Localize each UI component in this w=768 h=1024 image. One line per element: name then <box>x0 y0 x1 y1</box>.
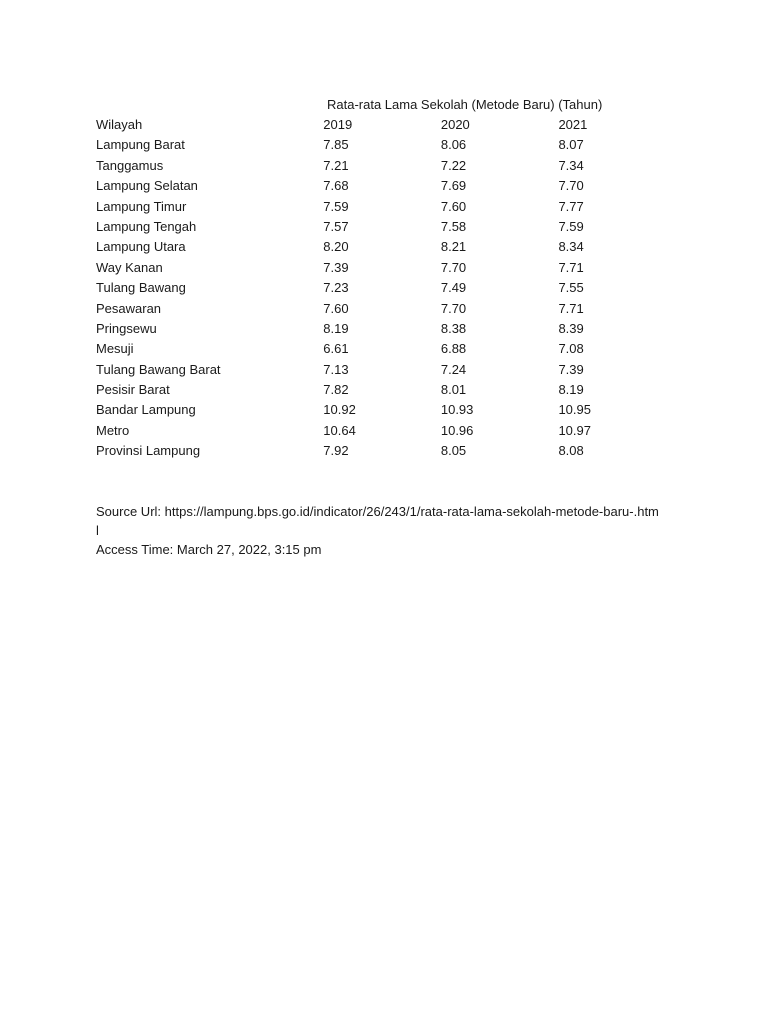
cell-wilayah: Bandar Lampung <box>96 402 196 418</box>
table-group-header <box>96 95 676 115</box>
column-header-2021: 2021 <box>558 117 588 132</box>
cell-2020: 8.01 <box>440 382 467 398</box>
cell-2020: 7.70 <box>440 300 467 316</box>
cell-2019: 7.21 <box>323 157 349 173</box>
table-row <box>96 176 676 196</box>
cell-2019: 8.19 <box>323 320 349 336</box>
cell-2021: 8.08 <box>558 443 584 459</box>
cell-2020: 7.69 <box>440 178 467 194</box>
cell-wilayah: Tanggamus <box>96 157 164 173</box>
cell-2020: 10.93 <box>440 402 474 418</box>
cell-2020: 7.70 <box>440 259 467 275</box>
cell-wilayah: Way Kanan <box>96 259 163 275</box>
cell-2020: 8.06 <box>440 137 467 153</box>
cell-2020: 8.21 <box>440 239 467 255</box>
cell-2021: 7.08 <box>558 341 584 357</box>
table-row <box>96 217 676 237</box>
cell-wilayah: Pesawaran <box>96 300 162 316</box>
table-row <box>96 237 676 257</box>
table-row <box>96 380 676 400</box>
cell-wilayah: Tulang Bawang Barat <box>96 361 221 377</box>
cell-2019: 7.82 <box>323 382 349 398</box>
table-row <box>96 360 676 380</box>
source-url: Source Url: https://lampung.bps.go.id/indicator/26/243/1/rata-rata-lama-sekolah-metode-baru-.html <box>96 503 659 538</box>
cell-2021: 7.39 <box>558 361 584 377</box>
cell-wilayah: Metro <box>96 422 130 438</box>
document-page <box>96 95 676 559</box>
table-row <box>96 441 676 461</box>
cell-2020: 7.49 <box>440 280 467 296</box>
cell-2019: 10.64 <box>323 422 356 438</box>
cell-2021: 7.59 <box>558 218 584 234</box>
cell-2019: 7.85 <box>323 137 349 153</box>
cell-2019: 7.59 <box>323 198 349 214</box>
table-row <box>96 421 676 441</box>
column-header-2019: 2019 <box>323 117 353 132</box>
table-row <box>96 197 676 217</box>
cell-2021: 7.34 <box>558 157 584 173</box>
cell-2020: 8.38 <box>440 320 467 336</box>
table-row <box>96 135 676 155</box>
cell-wilayah: Tulang Bawang <box>96 280 186 296</box>
cell-2019: 7.39 <box>323 259 349 275</box>
access-time: Access Time: March 27, 2022, 3:15 pm <box>96 541 322 557</box>
cell-wilayah: Lampung Utara <box>96 239 186 255</box>
table-header-row <box>96 115 676 135</box>
cell-wilayah: Provinsi Lampung <box>96 443 201 459</box>
group-header-label: Rata-rata Lama Sekolah (Metode Baru) (Tahun) <box>327 97 603 112</box>
cell-2021: 8.39 <box>558 320 584 336</box>
cell-wilayah: Mesuji <box>96 341 134 357</box>
cell-2020: 7.60 <box>440 198 467 214</box>
column-header-2020: 2020 <box>440 117 470 132</box>
cell-2019: 7.60 <box>323 300 349 316</box>
cell-wilayah: Lampung Barat <box>96 137 185 153</box>
cell-2020: 7.58 <box>440 218 467 234</box>
cell-2021: 7.71 <box>558 259 584 275</box>
cell-2020: 7.22 <box>440 157 467 173</box>
cell-2019: 7.23 <box>323 280 349 296</box>
column-header-wilayah: Wilayah <box>96 117 143 132</box>
cell-2019: 8.20 <box>323 239 349 255</box>
cell-2021: 8.19 <box>558 382 584 398</box>
cell-2019: 7.92 <box>323 443 349 459</box>
cell-2021: 8.34 <box>558 239 584 255</box>
table-row <box>96 339 676 359</box>
table-row <box>96 319 676 339</box>
cell-2019: 7.13 <box>323 361 349 377</box>
cell-2021: 10.97 <box>558 422 591 438</box>
cell-2021: 8.07 <box>558 137 584 153</box>
table-row <box>96 278 676 298</box>
cell-2021: 7.71 <box>558 300 584 316</box>
table-body <box>96 135 676 461</box>
cell-2019: 10.92 <box>323 402 356 418</box>
cell-2020: 10.96 <box>440 422 474 438</box>
cell-2021: 7.70 <box>558 178 584 194</box>
cell-2021: 7.55 <box>558 280 584 296</box>
cell-wilayah: Pringsewu <box>96 320 157 336</box>
cell-2020: 7.24 <box>440 361 467 377</box>
cell-wilayah: Pesisir Barat <box>96 382 170 398</box>
table-row <box>96 156 676 176</box>
cell-2019: 7.57 <box>323 218 349 234</box>
table-row <box>96 400 676 420</box>
table-row <box>96 258 676 278</box>
cell-2021: 10.95 <box>558 402 591 418</box>
cell-2021: 7.77 <box>558 198 584 214</box>
cell-wilayah: Lampung Tengah <box>96 218 197 234</box>
table-row <box>96 299 676 319</box>
cell-wilayah: Lampung Timur <box>96 198 187 214</box>
cell-2019: 6.61 <box>323 341 349 357</box>
cell-2020: 6.88 <box>440 341 467 357</box>
cell-2019: 7.68 <box>323 178 349 194</box>
cell-2020: 8.05 <box>440 443 467 459</box>
cell-wilayah: Lampung Selatan <box>96 178 198 194</box>
source-info <box>96 502 661 559</box>
